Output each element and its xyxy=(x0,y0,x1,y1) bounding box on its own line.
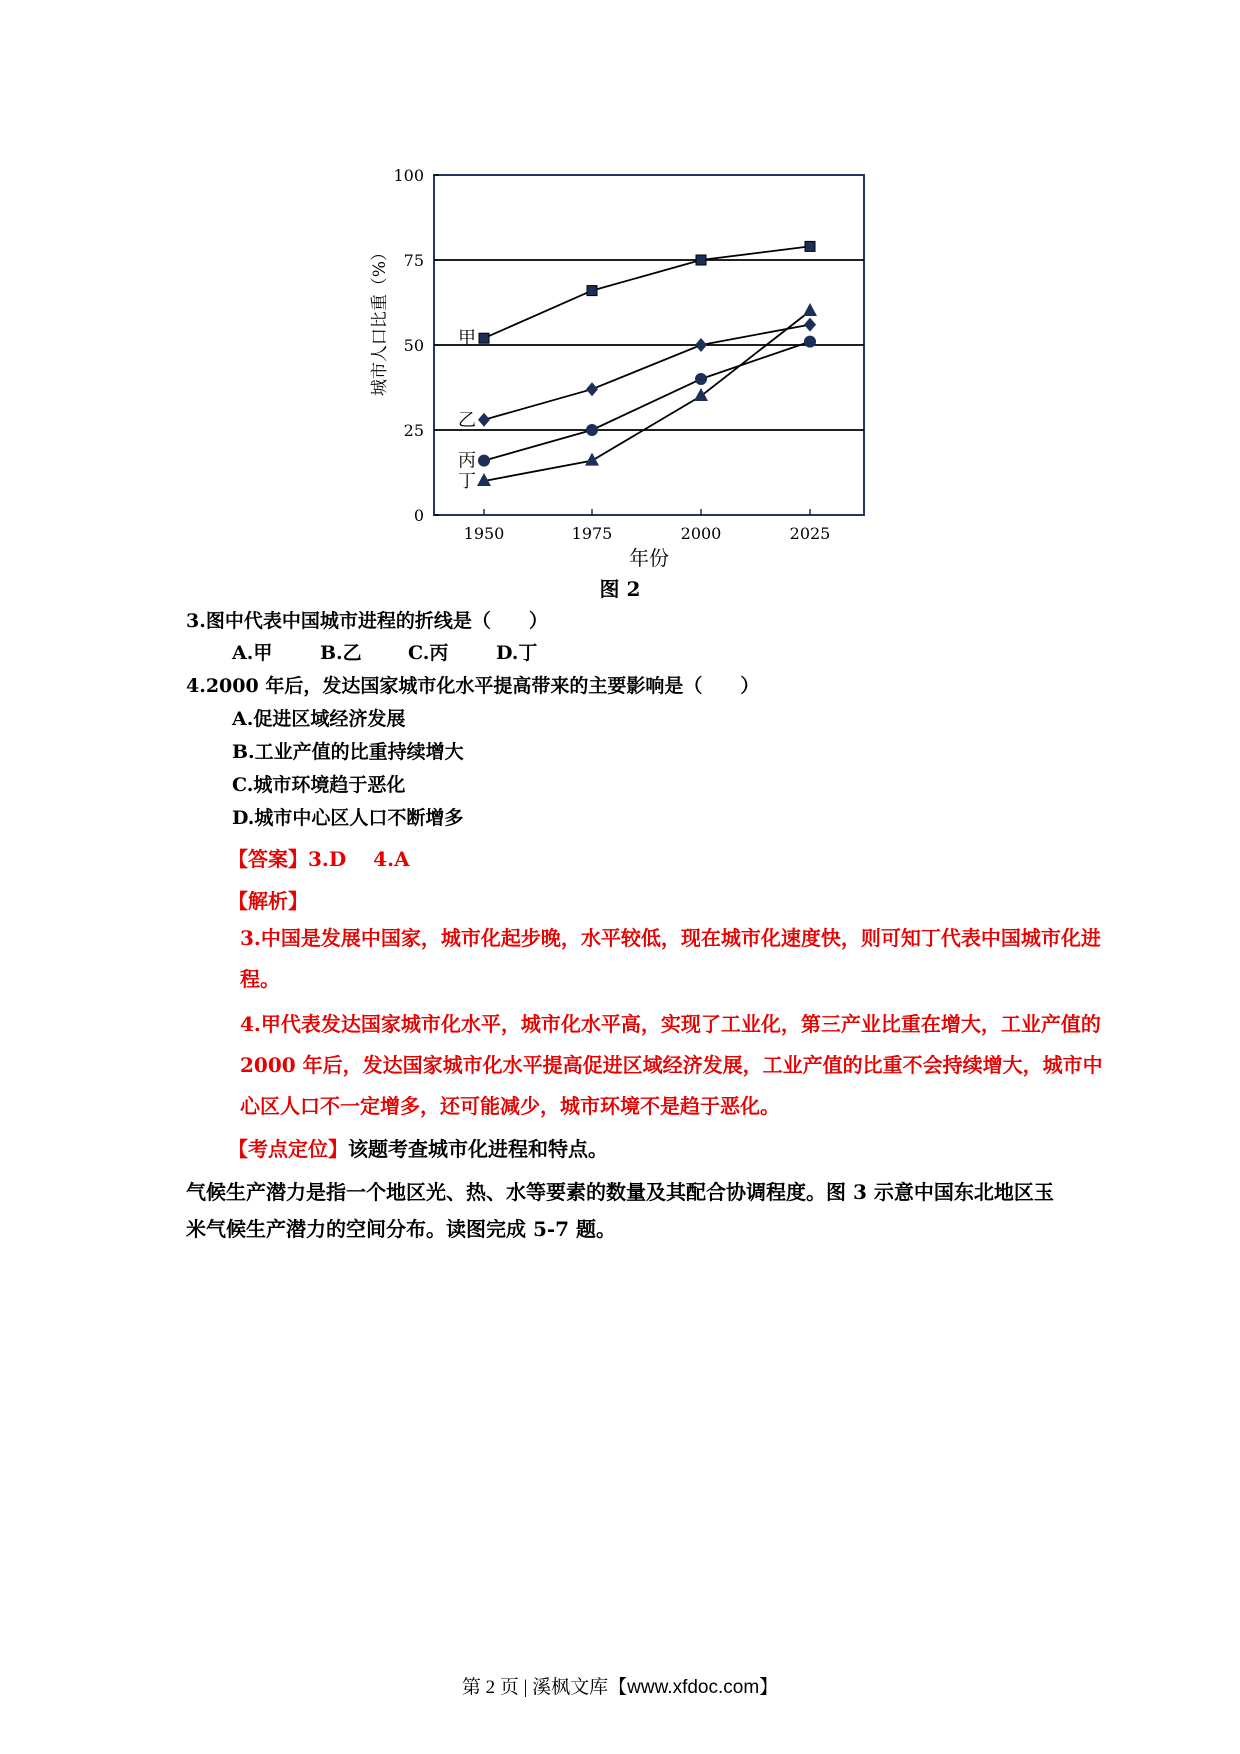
q4-option-b: B.工业产值的比重持续增大 xyxy=(232,741,464,763)
q4-option-d: D.城市中心区人口不断增多 xyxy=(232,807,464,829)
page-number: 第 2 页 xyxy=(461,1677,519,1698)
x-axis-label: 年份 xyxy=(629,546,669,570)
reading-passage: 气候生产潜力是指一个地区光、热、水等要素的数量及其配合协调程度。图 3 示意中国东北地区玉米气候生产潜力的空间分布。读图完成 5-7 题。 xyxy=(186,1180,1054,1241)
series-label-4: 丁 xyxy=(458,471,476,492)
series-label-3: 丙 xyxy=(458,450,476,472)
series-2-point-2000 xyxy=(695,338,707,352)
y-tick-label-0: 0 xyxy=(413,506,424,525)
answer-label: 【答案】3.D 4.A xyxy=(228,847,410,871)
series-4-point-1975 xyxy=(585,453,599,466)
y-tick-label-25: 25 xyxy=(403,421,424,440)
series-line-4 xyxy=(484,311,810,481)
series-1-point-1975 xyxy=(587,286,597,296)
series-3-point-1975 xyxy=(586,424,598,436)
series-2-point-1975 xyxy=(586,382,598,396)
y-axis-label: 城市人口比重（%） xyxy=(370,243,390,397)
analysis-q4: 4.甲代表发达国家城市化水平，城市化水平高，实现了工业化，第三产业比重在增大，工业产值的 2000 年后，发达国家城市化水平提高促进区域经济发展，工业产值的比重不会持续增大，城市中心区人口不一定增多，还可能减少，城市环境不是趋于恶化。 xyxy=(240,1012,1103,1118)
page-footer xyxy=(0,1672,1240,1699)
series-3-point-1950 xyxy=(478,455,490,467)
series-1-point-2000 xyxy=(696,255,706,265)
series-label-1: 甲 xyxy=(458,328,476,350)
q4-option-c: C.城市环境趋于恶化 xyxy=(232,774,406,796)
kaodian-label: 【考点定位】 xyxy=(228,1137,348,1161)
footer-separator: | xyxy=(518,1677,533,1698)
series-2-point-2025 xyxy=(804,318,816,332)
kaodian xyxy=(228,1133,608,1162)
series-line-3 xyxy=(484,342,810,461)
x-tick-label-2025: 2025 xyxy=(789,524,831,543)
series-1-point-1950 xyxy=(479,333,489,343)
x-tick-label-2000: 2000 xyxy=(680,524,722,543)
x-tick-label-1950: 1950 xyxy=(463,524,505,543)
q3-option-c: C.丙 xyxy=(408,642,449,664)
series-line-2 xyxy=(484,325,810,420)
y-tick-label-75: 75 xyxy=(403,251,424,270)
y-tick-label-100: 100 xyxy=(393,166,424,185)
series-4-point-2025 xyxy=(803,303,817,316)
figure-caption: 图 2 xyxy=(599,577,641,601)
urbanization-line-chart xyxy=(360,166,900,570)
q4-option-a: A.促进区域经济发展 xyxy=(232,708,406,730)
question-3: 3.图中代表中国城市进程的折线是（ ） xyxy=(186,610,548,632)
analysis-q3: 3.中国是发展中国家，城市化起步晚，水平较低，现在城市化速度快，则可知丁代表中国城市化进程。 xyxy=(240,926,1101,991)
series-label-2: 乙 xyxy=(458,409,476,431)
chart-svg xyxy=(360,166,900,570)
series-3-point-2000 xyxy=(695,373,707,385)
series-3-point-2025 xyxy=(804,336,816,348)
series-2-point-1950 xyxy=(478,413,490,427)
series-1-point-2025 xyxy=(805,241,815,251)
kaodian-text: 该题考查城市化进程和特点。 xyxy=(348,1137,608,1161)
q3-option-b: B.乙 xyxy=(320,642,362,664)
x-tick-label-1975: 1975 xyxy=(571,524,613,543)
question-3-options xyxy=(232,638,584,665)
footer-site: 溪枫文库【www.xfdoc.com】 xyxy=(532,1677,779,1698)
analysis-label: 【解析】 xyxy=(228,889,308,913)
q3-option-a: A.甲 xyxy=(232,642,273,664)
y-tick-label-50: 50 xyxy=(403,336,424,355)
q3-option-d: D.丁 xyxy=(496,642,538,664)
series-4-point-2000 xyxy=(694,388,708,401)
question-4: 4.2000 年后，发达国家城市化水平提高带来的主要影响是（ ） xyxy=(186,675,760,697)
